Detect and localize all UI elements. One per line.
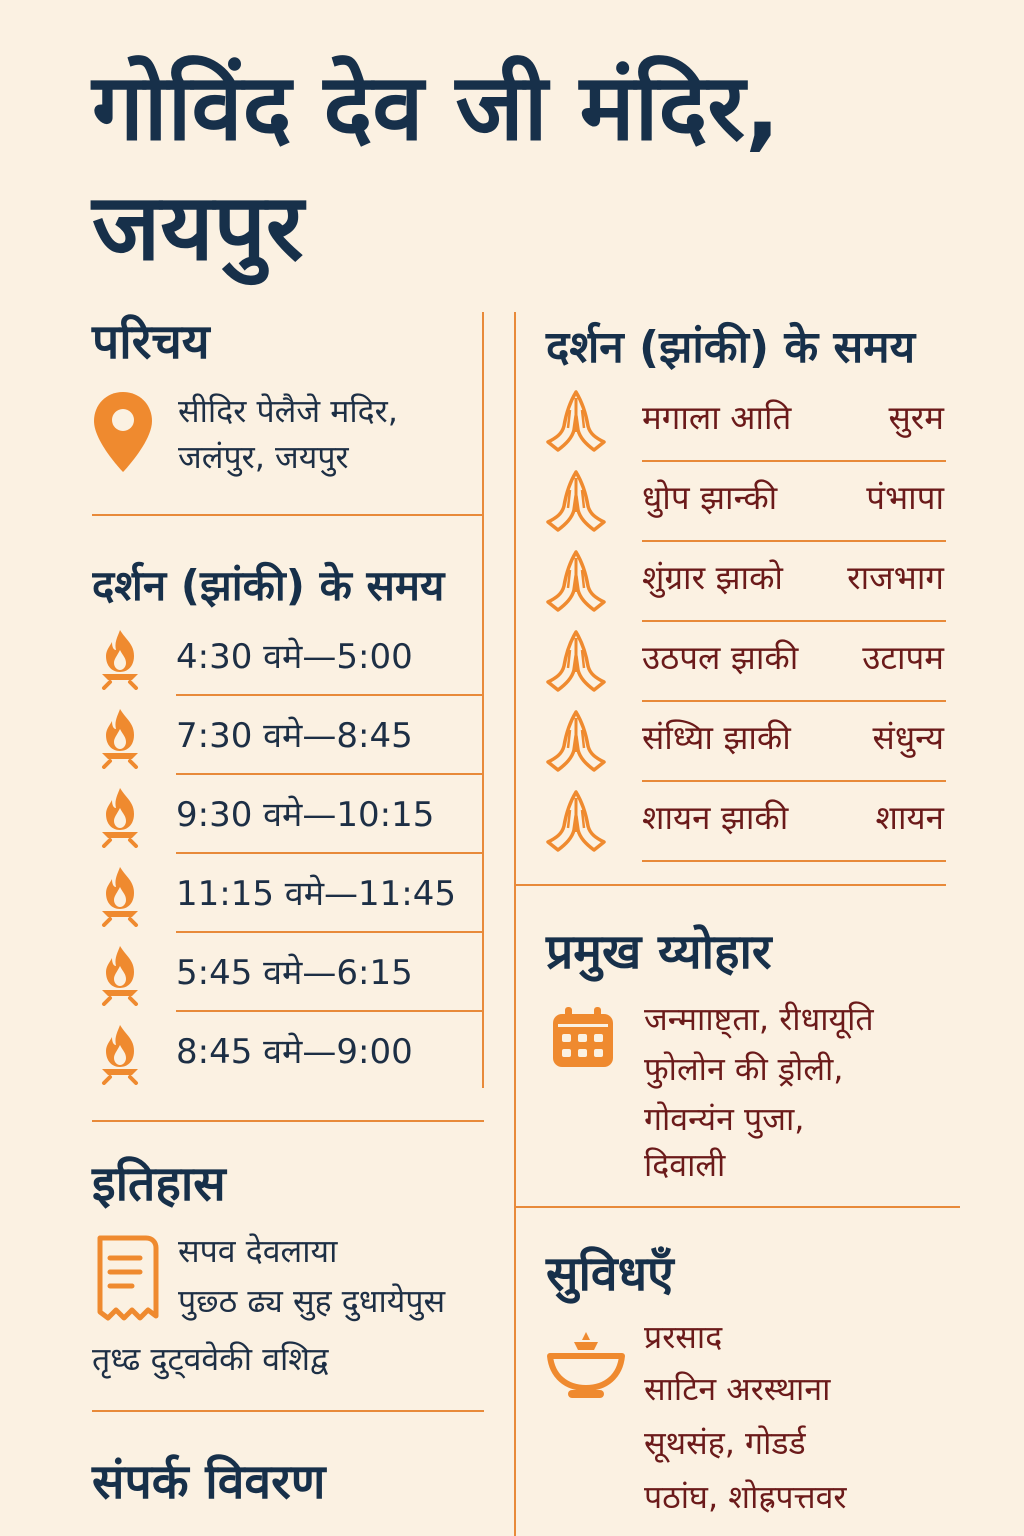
flame-lamp-icon bbox=[98, 786, 142, 852]
row-separator bbox=[176, 931, 484, 933]
row-separator bbox=[176, 1010, 484, 1012]
festivals-heading: प्रमुख य्योहार bbox=[546, 924, 772, 980]
darshan-name: मगाला आति bbox=[642, 398, 792, 437]
folded-hands-icon bbox=[544, 788, 608, 858]
darshan-time-text: 7:30 वमे—8:45 bbox=[176, 716, 413, 756]
location-pin-icon bbox=[92, 390, 154, 474]
darshan-name-row bbox=[540, 462, 946, 542]
darshan-name-row bbox=[540, 382, 946, 462]
darshan-time-text: 4:30 वमे—5:00 bbox=[176, 637, 413, 677]
flame-lamp-icon bbox=[98, 944, 142, 1010]
darshan-alt-name: उटापम bbox=[862, 638, 944, 677]
calendar-icon bbox=[550, 1004, 616, 1070]
facilities-line-4: पठांघ, शोह्रपत्तवर bbox=[644, 1478, 847, 1516]
folded-hands-icon bbox=[544, 468, 608, 538]
right-column-divider bbox=[514, 312, 516, 1536]
darshan-name: शायन झाकी bbox=[642, 798, 789, 837]
darshan-time-text: 11:15 वमे—11:45 bbox=[176, 874, 457, 914]
flame-lamp-icon bbox=[98, 1023, 142, 1089]
intro-heading: परिचय bbox=[92, 314, 210, 370]
darshan-name-row bbox=[540, 702, 946, 782]
folded-hands-icon bbox=[544, 628, 608, 698]
darshan-time-text: 8:45 वमे—9:00 bbox=[176, 1032, 413, 1072]
festivals-line-2: फुोलोन की ड्रोली, bbox=[644, 1050, 844, 1088]
darshan-alt-name: शायन bbox=[875, 798, 944, 837]
folded-hands-icon bbox=[544, 548, 608, 618]
history-heading: इतिहास bbox=[92, 1156, 226, 1212]
divider bbox=[92, 1410, 484, 1412]
darshan-time-text: 5:45 वमे—6:15 bbox=[176, 953, 413, 993]
offering-bowl-icon bbox=[546, 1330, 626, 1402]
darshan-time-row bbox=[92, 776, 484, 854]
darshan-name: उठपल झाकी bbox=[642, 638, 799, 677]
darshan-alt-name: राजभाग bbox=[847, 558, 944, 597]
divider bbox=[92, 1120, 484, 1122]
address-line-2: जलंपुर, जयपुर bbox=[178, 438, 349, 476]
flame-lamp-icon bbox=[98, 865, 142, 931]
row-separator bbox=[642, 860, 946, 862]
row-separator bbox=[176, 852, 484, 854]
darshan-names-heading: दर्शन (झांकी) के समय bbox=[546, 322, 916, 373]
festivals-line-4: दिवाली bbox=[644, 1146, 726, 1184]
facilities-heading: सुविधऍं bbox=[546, 1246, 674, 1302]
folded-hands-icon bbox=[544, 708, 608, 778]
history-line-2: पुछ्ठ ढ्य सुह दुधायेपुस bbox=[178, 1282, 446, 1320]
flame-lamp-icon bbox=[98, 628, 142, 694]
darshan-times-heading: दर्शन (झांकी) के समय bbox=[92, 561, 445, 610]
divider bbox=[92, 514, 484, 516]
darshan-time-row bbox=[92, 697, 484, 775]
darshan-alt-name: सुरम bbox=[888, 398, 944, 437]
darshan-name: धुोप झान्की bbox=[642, 478, 778, 517]
festivals-line-3: गोवन्यंन पुजा, bbox=[644, 1100, 805, 1138]
facilities-line-1: प्ररसाद bbox=[644, 1318, 723, 1356]
contact-heading: संपर्क विवरण bbox=[92, 1454, 326, 1510]
history-line-3: तृध्ढ दुट्ववेकी वशिद्व bbox=[92, 1340, 329, 1378]
darshan-time-row bbox=[92, 855, 484, 933]
folded-hands-icon bbox=[544, 388, 608, 458]
row-separator bbox=[176, 773, 484, 775]
darshan-name: शुंग्रार झाको bbox=[642, 558, 783, 597]
facilities-line-3: सूथसंह, गोडर्ड bbox=[644, 1424, 806, 1462]
festivals-line-1: जन्मााष्ट्ता, रीधायूति bbox=[644, 1000, 874, 1038]
darshan-name-row bbox=[540, 782, 946, 862]
facilities-line-2: साटिन अरस्थाना bbox=[644, 1370, 831, 1408]
scroll-document-icon bbox=[92, 1234, 162, 1324]
flame-lamp-icon bbox=[98, 707, 142, 773]
darshan-name: संध्यिा झाकी bbox=[642, 718, 791, 757]
row-separator bbox=[176, 694, 484, 696]
history-line-1: सपव देवलाया bbox=[178, 1232, 338, 1270]
darshan-time-row bbox=[92, 1013, 484, 1091]
darshan-alt-name: पंभापा bbox=[866, 478, 944, 517]
divider bbox=[514, 884, 946, 886]
darshan-time-text: 9:30 वमे—10:15 bbox=[176, 795, 435, 835]
darshan-time-row bbox=[92, 618, 484, 696]
darshan-name-row bbox=[540, 622, 946, 702]
darshan-time-row bbox=[92, 934, 484, 1012]
divider bbox=[514, 1206, 960, 1208]
page-title: गोविंद देव जी मंदिर, जयपुर bbox=[92, 54, 780, 281]
darshan-alt-name: संधुन्य bbox=[872, 718, 944, 757]
darshan-name-row bbox=[540, 542, 946, 622]
address-line-1: सीदिर पेलैजे मदिर, bbox=[178, 392, 398, 430]
